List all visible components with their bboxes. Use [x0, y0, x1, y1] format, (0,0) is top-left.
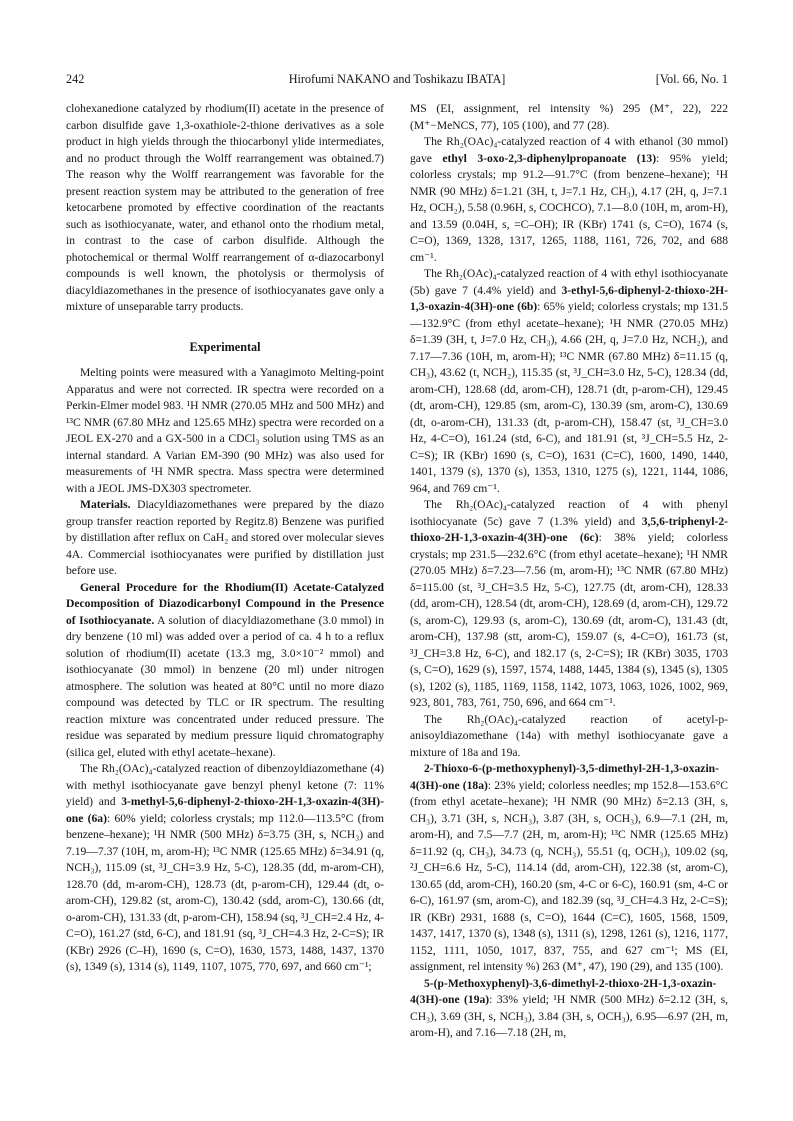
running-authors: Hirofumi NAKANO and Toshikazu IBATA] — [288, 72, 506, 86]
compound-13-paragraph — [410, 134, 728, 266]
compound-6a-name: 3-methyl-5,6-diphenyl-2-thioxo-2H-1,3-oxazin-4(3H)-one (6a) — [66, 795, 384, 825]
compound-6c-data: : 38% yield; colorless crystals; mp 231.5—232.6°C (from ethyl acetate–hexane); ¹H NMR (270.05 MHz) δ=7.23—7.56 (m, arom-H); ¹³C NMR (67.80 MHz) δ=115.00 (st, ³J_CH=3.5 Hz, 5-C), 127.75 (dt, arom-CH), 128.33 (dd, arom-CH), 128.54 (dt, arom-CH), 128.69 (d, arom-CH), 129.72 (s, arom-C), 129.93 (s, arom-C), 130.69 (dt, arom-C), 131.43 (dt, arom-CH), 137.98 (stt, arom-C), 159.07 (s, 4-C=O), 161.73 (st, ³J_CH=3.8 Hz, 6-C), and 182.17 (s, 2-C=S); IR (KBr) 3035, 1703 (s, C=O), 1629 (s), 1597, 1574, 1488, 1445, 1384 (s), 1345 (s), 1305 (s), 1202 (s), 1185, 1169, 1158, 1142, 1073, 1063, 1026, 1002, 969, 923, 801, 783, 761, 750, 696, and 664 cm⁻¹. — [410, 531, 728, 709]
compound-19a-name: 5-(p-Methoxyphenyl)-3,6-dimethyl-2-thioxo-2H-1,3-oxazin-4(3H)-one (19a) — [410, 976, 717, 1006]
compound-6c-intro: The Rh₂(OAc)₄-catalyzed reaction of 4 with phenyl isothiocyanate (5c) gave 7 (1.3% yield) and — [410, 498, 728, 528]
page-number: 242 — [66, 72, 85, 86]
compound-13-intro: The Rh₂(OAc)₄-catalyzed reaction of 4 with ethanol (30 mmol) gave — [410, 135, 728, 165]
section-heading-experimental: Experimental — [189, 339, 261, 354]
compound-6a-paragraph — [66, 761, 384, 976]
compound-18a-data: : 23% yield; colorless needles; mp 152.8—153.6°C (from ethyl acetate–hexane); ¹H NMR (90 MHz) δ=2.13 (3H, s, CH₃), 3.71 (3H, s, NCH₃), 3.87 (3H, s, OCH₃), 6.9—7.1 (2H, m, arom-H), and 7.5—7.7 (2H, m, arom-H); ¹³C NMR (125.65 MHz) δ=11.92 (q, CH₃), 34.73 (q, NCH₃), 55.51 (q, OCH₃), 109.02 (sq, ²J_CH=6.6 Hz, 5-C), 114.14 (dd, arom-CH), 122.38 (st, arom-C), 130.65 (dd, arom-CH), 160.20 (sm, 4-C or 6-C), 160.91 (sm, 4-C or 6-C), 161.97 (sm, arom-C), and 182.39 (sq, ³J_CH=4.3 Hz, 2-C=S); IR (KBr) 2931, 1688 (s, C=O), 1644 (C=C), 1605, 1568, 1509, 1437, 1417, 1370 (s), 1348 (s), 1311 (s), 1298, 1261 (s), 1216, 1177, 1152, 1111, 1050, 1017, 837, 755, and 627 cm⁻¹; MS (EI, assignment, rel intensity %) 263 (M⁺, 47), 190 (29), and 135 (100). — [410, 778, 728, 973]
left-column — [66, 101, 384, 976]
compound-6c-paragraph — [410, 497, 728, 712]
compound-18a-name: 2-Thioxo-6-(p-methoxyphenyl)-3,5-dimethyl-2H-1,3-oxazin-4(3H)-one (18a) — [410, 762, 719, 792]
materials-text: Diacyldiazomethanes were prepared by the diazo group transfer reaction reported by Regitz.8) Benzene was purified by distillation after reflux on CaH₂ and stored over molecular sieves 4A. Commercial isothiocyanates were purified by distillation just before use. — [66, 498, 384, 577]
compound-6a-data: : 60% yield; colorless crystals; mp 112.0—113.5°C (from benzene–hexane); ¹H NMR (500 MHz) δ=3.75 (3H, s, NCH₃) and 7.19—7.37 (10H, m, arom-H); ¹³C NMR (125.65 MHz) δ=34.91 (q, NCH₃), 115.09 (st, ³J_CH=3.9 Hz, 5-C), 128.35 (dd, m-arom-CH), 128.70 (dd, m-arom-CH), 128.73 (dt, p-arom-CH), 129.44 (dt, o-arom-CH), 129.82 (st, arom-C), 130.42 (sdd, arom-C), 130.66 (dt, o-arom-CH), 131.33 (dt, p-arom-CH), 158.94 (sq, ³J_CH=2.4 Hz, 4-C=O), 161.27 (std, 6-C), and 181.91 (sq, ³J_CH=4.3 Hz, 2-C=S); IR (KBr) 2926 (C–H), 1690 (s, C=O), 1630, 1573, 1488, 1437, 1370 (s), 1349 (s), 1314 (s), 1149, 1107, 1075, 770, 697, and 660 cm⁻¹; — [66, 811, 384, 973]
compound-18-19-paragraph: The Rh₂(OAc)₄-catalyzed reaction of acetyl-p-anisoyldiazomethane (14a) with methyl isothiocyanate gave a mixture of 18a and 19a. — [410, 712, 728, 759]
compound-13-name: ethyl 3-oxo-2,3-diphenylpropanoate (13) — [442, 151, 657, 165]
compound-13-data: : 95% yield; colorless crystals; mp 91.2—91.7°C (from benzene–hexane); ¹H NMR (90 MHz) δ=1.21 (3H, t, J=7.1 Hz, CH₃), 4.17 (2H, q, J=7.1 Hz, OCH₂), 5.58 (0.96H, s, COCHCO), 7.1—8.0 (10H, m, arom-H), and 13.59 (0.04H, s, =C–OH); IR (KBr) 1741 (s, C=O), 1674 (s, C=O), 1369, 1328, 1317, 1265, 1188, 1161, 726, 702, and 688 cm⁻¹. — [410, 151, 729, 264]
materials-heading: Materials. — [80, 498, 131, 511]
intro-paragraph: clohexanedione catalyzed by rhodium(II) acetate in the presence of carbon disulfide gave 1,3-oxathiole-2-thione derivatives as a sole product in high yields through the thiocarbonyl ylide intermediates, and no product through the Wolff rearrangement was obtained.7) The reason why the Wolff rearrangement was favorable for the present reaction system may be attributed to the generation of free ketocarbene promoted by effective coordination of the reactants such as isothiocyanate, water, and ethanol onto the rhodium metal, in contrast to the case of carbon disulfide. Although the photochemical or thermal Wolff rearrangement of α-diazocarbonyl compounds is well known, the photolysis or thermolysis of diacyldiazomethanes in the presence of isothiocyanates gave only a mixture of unseparable tarry products. — [66, 102, 384, 313]
general-procedure-paragraph — [66, 580, 384, 762]
materials-paragraph — [66, 497, 384, 580]
compound-6b-name: 3-ethyl-5,6-diphenyl-2-thioxo-2H-1,3-oxazin-4(3H)-one (6b) — [410, 283, 728, 313]
compound-6b-paragraph — [410, 266, 728, 497]
compound-6b-data: : 65% yield; colorless crystals; mp 131.5—132.9°C (from ethyl acetate–hexane); ¹H NMR (270.05 MHz) δ=1.39 (3H, t, J=7.0 Hz, CH₃), 4.66 (2H, q, J=7.0 Hz, NCH₂), and 7.17—7.36 (10H, m, arom-H); ¹³C NMR (67.80 MHz) δ=11.15 (q, CH₃), 43.62 (t, NCH₂), 115.35 (st, ³J_CH=3.0 Hz, 5-C), 128.34 (dd, arom-CH), 128.68 (dd, arom-CH), 128.71 (dt, p-arom-CH), 129.45 (dt, arom-CH), 129.85 (sm, arom-C), 130.39 (sm, arom-C), 130.69 (dt, o-arom-CH), 131.33 (dt, p-arom-CH), 158.47 (st, ³J_CH=3.0 Hz, 4-C=O), 161.24 (std, 6-C), and 181.91 (st, ³J_CH=5.5 Hz, 2-C=S); IR (KBr) 1690 (s, C=O), 1631 (C=C), 1600, 1490, 1440, 1401, 1379 (s), 1370 (s), 1353, 1310, 1275 (s), 1221, 1144, 1086, 964, and 769 cm⁻¹. — [410, 300, 728, 495]
compound-6b-intro: The Rh₂(OAc)₄-catalyzed reaction of 4 with ethyl isothiocyanate (5b) gave 7 (4.4% yield) and — [410, 267, 728, 297]
general-procedure-heading: General Procedure for the Rhodium(II) Acetate-Catalyzed Decomposition of Diazodicarbonyl Compound in the Presence of Isothiocyanate. — [66, 580, 384, 627]
volume-issue: [Vol. 66, No. 1 — [655, 72, 728, 86]
general-procedure-text: A solution of diacyldiazomethane (3.0 mmol) in dry benzene (10 ml) was added over a period of ca. 4 h to a reflux solution of rhodium(II) acetate (13.3 mg, 3.0×10⁻² mmol) and isothiocyanate (30 mmol) in benzene (20 ml) under nitrogen atmosphere. The solution was heated at 80°C until no more diazo compound was detected by TLC or IR spectrum. The resulting reaction mixture was concentrated under reduced pressure. The residue was separated by medium pressure liquid chromatography (silica gel, eluted with ethyl acetate–hexane). — [66, 613, 384, 759]
compound-6a-ms: MS (EI, assignment, rel intensity %) 295 (M⁺, 22), 222 (M⁺−MeNCS, 77), 105 (100), and 77 (28). — [410, 102, 728, 132]
page-header — [66, 70, 728, 88]
compound-6c-name: 3,5,6-triphenyl-2-thioxo-2H-1,3-oxazin-4(3H)-one (6c) — [410, 514, 728, 544]
compound-18a-paragraph — [410, 761, 728, 976]
instruments-paragraph: Melting points were measured with a Yanagimoto Melting-point Apparatus and were not corrected. IR spectra were recorded on a Perkin-Elmer model 983. ¹H NMR (270.05 MHz and 500 MHz) and ¹³C NMR (67.80 MHz and 125.65 MHz) spectra were recorded on a JEOL EX-270 and a GX-500 in a CDCl₃ solution using TMS as an internal standard. A Varian EM-390 (90 MHz) was also used for measurements of ¹H NMR spectra. Mass spectra were determined with a JEOL JMS-DX303 spectrometer. — [66, 366, 384, 495]
compound-19a-data: : 33% yield; ¹H NMR (500 MHz) δ=2.12 (3H, s, CH₃), 3.69 (3H, s, NCH₃), 3.84 (3H, s, OCH₃), 6.95—6.97 (2H, m, arom-H), and 7.16—7.18 (2H, m, — [410, 993, 728, 1039]
right-column — [410, 101, 728, 1042]
compound-6a-intro: The Rh₂(OAc)₄-catalyzed reaction of dibenzoyldiazomethane (4) with methyl isothiocyanate gave benzyl phenyl ketone (7: 11% yield) and — [66, 762, 384, 808]
compound-19a-paragraph — [410, 976, 728, 1042]
